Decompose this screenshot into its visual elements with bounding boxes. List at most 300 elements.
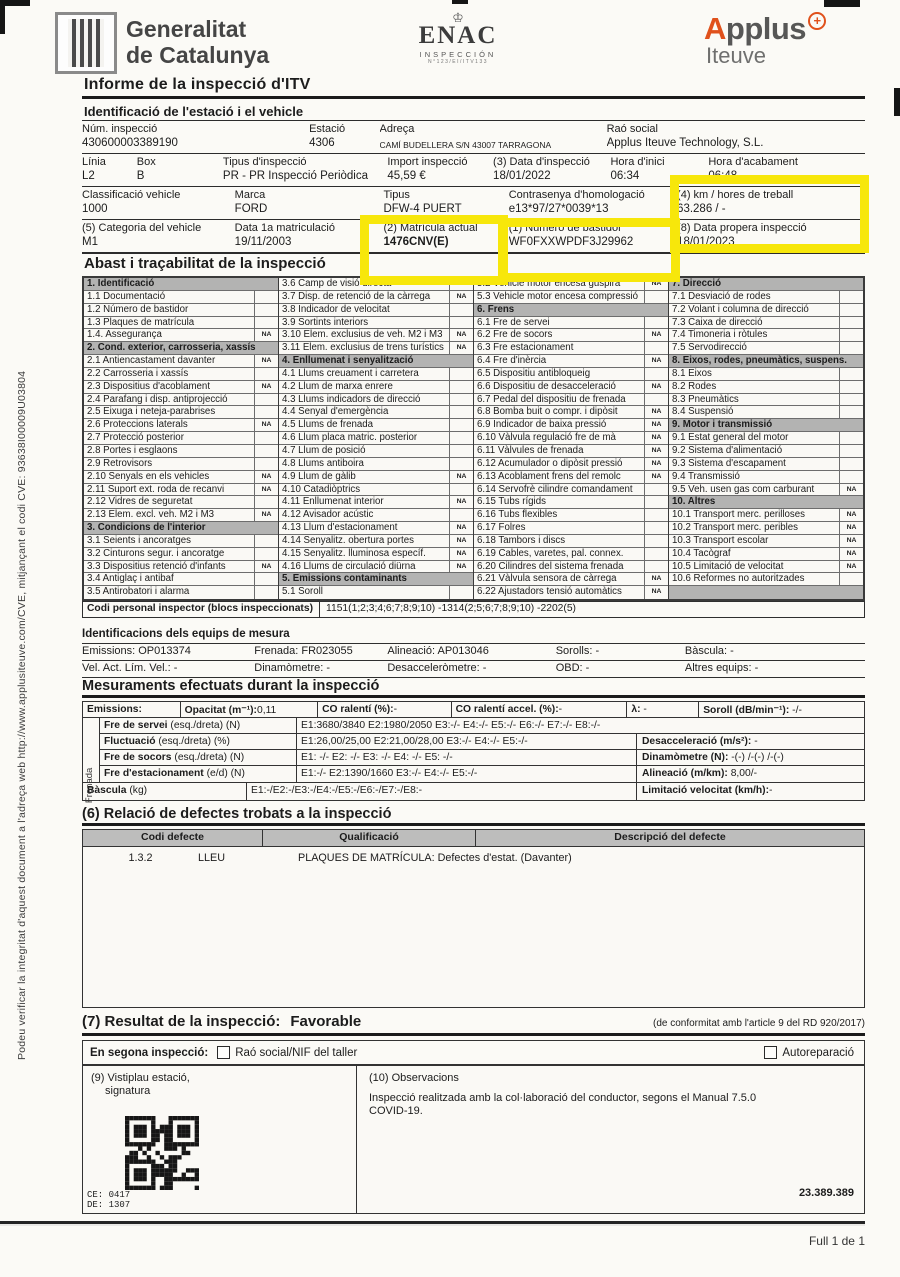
abast-item-label: 3.9 Sortints interiors bbox=[282, 316, 369, 328]
abast-na-cell bbox=[839, 573, 863, 585]
abast-item bbox=[84, 329, 278, 342]
brake-right-value: -(-) /-(-) /-(-) bbox=[731, 752, 784, 763]
abast-na-cell: NA bbox=[449, 561, 473, 573]
abast-item bbox=[669, 484, 863, 497]
abast-item-label: 7.3 Caixa de direcció bbox=[672, 316, 763, 328]
abast-item-label: 2.9 Retrovisors bbox=[87, 457, 153, 469]
abast-item-label: 1.1 Documentació bbox=[87, 290, 166, 302]
abast-na-cell: NA bbox=[254, 381, 278, 393]
field-value: FORD bbox=[234, 203, 268, 215]
co-idle-value: - bbox=[393, 704, 398, 715]
abast-item-label: 6. Frens bbox=[477, 303, 515, 315]
abast-na-cell: NA bbox=[644, 586, 668, 599]
equips-row bbox=[82, 661, 865, 678]
abast-item-label: 4. Enllumenat i senyalització bbox=[282, 355, 414, 367]
abast-item-label: 4.1 Llums creuament i carretera bbox=[282, 367, 419, 379]
abast-item bbox=[669, 317, 863, 330]
abast-item bbox=[84, 586, 278, 599]
autoreparacio-checkbox bbox=[764, 1046, 777, 1059]
ident-cell bbox=[509, 222, 677, 252]
abast-section-header bbox=[279, 355, 473, 368]
abast-na-cell: NA bbox=[839, 522, 863, 534]
abast-na-cell bbox=[254, 291, 278, 303]
abast-item bbox=[474, 509, 668, 522]
equip-label: Altres equips: bbox=[684, 662, 755, 674]
abast-item bbox=[84, 458, 278, 471]
abast-na-cell bbox=[449, 368, 473, 380]
abast-item bbox=[474, 471, 668, 484]
result-row bbox=[82, 1013, 865, 1030]
defect-desc-header: Descripció del defecte bbox=[614, 831, 726, 843]
abast-item bbox=[84, 355, 278, 368]
abast-item bbox=[84, 561, 278, 574]
observations-line2: COVID-19. bbox=[369, 1105, 423, 1117]
abast-section-header bbox=[669, 496, 863, 509]
ident-row bbox=[82, 219, 865, 252]
abast-item bbox=[84, 509, 278, 522]
abast-item-label: 10.1 Transport merc. perilloses bbox=[672, 509, 805, 521]
field-label: Box bbox=[136, 156, 156, 168]
abast-item-label: 2.2 Carrosseria i xassís bbox=[87, 367, 189, 379]
abast-item-label: 9.3 Sistema d'escapament bbox=[672, 457, 786, 469]
abast-na-cell bbox=[449, 445, 473, 457]
abast-na-cell bbox=[254, 586, 278, 599]
abast-na-cell bbox=[644, 561, 668, 573]
abast-na-cell: NA bbox=[449, 548, 473, 560]
bascula-label bbox=[83, 783, 247, 800]
field-label: (2) Matrícula actual bbox=[383, 222, 478, 234]
defects-section-title: (6) Relació de defectes trobats a la inspecció bbox=[82, 806, 392, 822]
gencat-line2: de Catalunya bbox=[126, 42, 270, 68]
defects-header-row bbox=[83, 830, 864, 847]
abast-section-header bbox=[84, 278, 278, 291]
abast-na-cell bbox=[449, 484, 473, 496]
approval-left bbox=[83, 1066, 357, 1213]
abast-na-cell bbox=[254, 445, 278, 457]
abast-item bbox=[84, 317, 278, 330]
title-rule bbox=[82, 96, 865, 99]
cve-verification-note: Podeu verificar la integritat d'aquest document a l'adreça web http://www.applusiteuve.com/CVE, mitjançant el codi CVE: 93638I00009U03804 bbox=[16, 370, 28, 1060]
abast-na-cell bbox=[644, 342, 668, 354]
equip-value: - bbox=[482, 662, 487, 674]
defect-code: 1.3.2 bbox=[128, 852, 153, 864]
ident-cell bbox=[708, 156, 865, 186]
abast-item bbox=[84, 304, 278, 317]
abast-item-label: 2.1 Antiencastament davanter bbox=[87, 355, 216, 367]
abast-item-label: 4.2 Llum de marxa enrere bbox=[282, 380, 393, 392]
brake-unit: (e/d) (N) bbox=[206, 768, 245, 779]
equip-value: - bbox=[173, 662, 178, 674]
abast-na-cell: NA bbox=[839, 561, 863, 573]
abast-item-label: 6.22 Ajustadors tensió automàtics bbox=[477, 586, 622, 598]
equips-cell bbox=[387, 645, 555, 660]
abast-na-cell bbox=[644, 509, 668, 521]
abast-item bbox=[669, 368, 863, 381]
scan-artifact bbox=[824, 0, 860, 7]
defect-description: PLAQUES DE MATRÍCULA: Defectes d'estat. (Davanter) bbox=[298, 852, 572, 864]
abast-na-cell bbox=[254, 432, 278, 444]
abast-item-label: 10.4 Tacògraf bbox=[672, 547, 731, 559]
equips-cell bbox=[556, 662, 685, 677]
abast-na-cell bbox=[839, 394, 863, 406]
abast-item-label: 6.13 Acoblament frens del remolc bbox=[477, 470, 621, 482]
brake-row bbox=[100, 734, 864, 750]
abast-na-cell bbox=[254, 406, 278, 418]
abast-item-label: 5.2 Vehicle motor encesa guspira bbox=[477, 278, 621, 289]
gencat-stripes-icon bbox=[68, 19, 104, 67]
abast-item bbox=[474, 522, 668, 535]
brake-side-label bbox=[83, 718, 100, 804]
abast-item bbox=[474, 496, 668, 509]
ce-de-codes bbox=[87, 1190, 130, 1210]
brake-unit: (esq./dreta) (%) bbox=[158, 736, 230, 747]
abast-na-cell: NA bbox=[449, 496, 473, 508]
abast-item-label: 3.1 Seients i ancoratges bbox=[87, 534, 191, 546]
field-label: (5) Categoria del vehicle bbox=[82, 222, 202, 234]
equip-value: - bbox=[730, 645, 734, 657]
abast-item bbox=[84, 381, 278, 394]
applus-a: A bbox=[704, 11, 726, 46]
ident-row bbox=[82, 186, 865, 219]
field-value: 1000 bbox=[82, 203, 108, 215]
document-number: 23.389.389 bbox=[798, 1187, 854, 1199]
lambda-cell bbox=[627, 702, 699, 717]
abast-item-label: 6.1 Fre de servei bbox=[477, 316, 550, 328]
abast-item-label: 1.3 Plaques de matrícula bbox=[87, 316, 195, 328]
abast-item bbox=[84, 484, 278, 497]
abast-item-label: 4.7 Llum de posició bbox=[282, 444, 366, 456]
field-label: (1) Número de bastidor bbox=[508, 222, 622, 234]
abast-item-label: 3.11 Elem. exclusius de trens turístics bbox=[282, 342, 444, 354]
defect-code-header: Codi defecte bbox=[83, 830, 263, 846]
abast-item bbox=[84, 432, 278, 445]
abast-item-label: 2.8 Portes i esglaons bbox=[87, 444, 178, 456]
equip-value: - bbox=[754, 662, 759, 674]
noise-value: -/- bbox=[792, 705, 802, 716]
abast-na-cell bbox=[839, 445, 863, 457]
abast-item-label: 9.1 Estat general del motor bbox=[672, 432, 789, 444]
brake-unit: (esq./dreta) (N) bbox=[170, 720, 241, 731]
abast-item bbox=[279, 522, 473, 535]
brake-values: E1:-/- E2:1390/1660 E3:-/- E4:-/- E5:-/- bbox=[301, 768, 478, 779]
abast-item-label: 5. Emissions contaminants bbox=[282, 573, 407, 585]
abast-item-label: 3.8 Indicador de velocitat bbox=[282, 303, 390, 315]
abast-na-cell bbox=[644, 522, 668, 534]
field-label: Contrasenya d'homologació bbox=[508, 189, 645, 201]
abast-item bbox=[474, 329, 668, 342]
abast-table bbox=[82, 276, 865, 601]
abast-item-label: 6.5 Dispositiu antibloqueig bbox=[477, 367, 591, 379]
abast-item bbox=[84, 291, 278, 304]
abast-item bbox=[474, 548, 668, 561]
abast-na-cell: NA bbox=[644, 278, 668, 290]
abast-item-label: 7.4 Timoneria i ròtules bbox=[672, 329, 768, 341]
ident-cell bbox=[82, 156, 137, 186]
abast-column bbox=[474, 278, 669, 599]
abast-na-cell: NA bbox=[254, 419, 278, 431]
abast-na-cell bbox=[449, 381, 473, 393]
observations-line1: Inspecció realitzada amb la col·laboració del conductor, segons el Manual 7.5.0 bbox=[369, 1092, 757, 1104]
equips-cell bbox=[82, 662, 254, 677]
brake-right-label: Dinamòmetre (N): bbox=[642, 752, 732, 763]
result-rule bbox=[82, 1033, 865, 1036]
abast-item bbox=[474, 419, 668, 432]
abast-item bbox=[279, 368, 473, 381]
lambda-value: - bbox=[643, 704, 647, 715]
abast-item-label bbox=[669, 586, 863, 599]
abast-item bbox=[474, 394, 668, 407]
equips-row bbox=[82, 644, 865, 661]
ident-cell bbox=[82, 123, 309, 153]
field-label: (8) Data propera inspecció bbox=[677, 222, 807, 234]
abast-na-cell bbox=[839, 342, 863, 354]
abast-item-label: 2.11 Suport ext. roda de recanvi bbox=[87, 483, 225, 495]
abast-item-label: 1. Identificació bbox=[87, 278, 155, 289]
abast-na-cell bbox=[644, 535, 668, 547]
result-title: (7) Resultat de la inspecció: bbox=[82, 1013, 281, 1030]
noise-cell bbox=[699, 702, 864, 717]
inspector-code-label: Codi personal inspector (blocs inspeccionats) bbox=[82, 601, 320, 618]
gencat-line1: Generalitat bbox=[126, 16, 247, 42]
abast-item bbox=[669, 291, 863, 304]
abast-item-label: 3.7 Disp. de retenció de la càrrega bbox=[282, 290, 431, 302]
field-label: Estació bbox=[309, 123, 346, 135]
brake-name: Fre de servei bbox=[104, 720, 171, 731]
brake-row bbox=[100, 766, 864, 782]
abast-item bbox=[279, 561, 473, 574]
equip-value: FR023055 bbox=[301, 645, 353, 657]
co-idle-cell bbox=[318, 702, 452, 717]
abast-na-cell bbox=[254, 458, 278, 470]
field-value: L2 bbox=[82, 170, 95, 182]
abast-item-label: 6.6 Dispositiu de desacceleració bbox=[477, 380, 616, 392]
abast-section-header bbox=[669, 278, 863, 291]
defect-grade: LLEU bbox=[198, 852, 226, 864]
brake-right-cell bbox=[636, 750, 864, 765]
abast-na-cell: NA bbox=[254, 484, 278, 496]
abast-item-label: 2.13 Elem. excl. veh. M2 i M3 bbox=[87, 509, 215, 521]
opacity-value: 0,11 bbox=[257, 705, 277, 716]
field-value: 18/01/2023 bbox=[677, 236, 735, 248]
abast-item-label: 2.4 Parafang i disp. antiprojecció bbox=[87, 393, 228, 405]
abast-na-cell bbox=[839, 406, 863, 418]
abast-item-label: 8.4 Suspensió bbox=[672, 406, 734, 418]
result-value: Favorable bbox=[290, 1013, 362, 1030]
abast-na-cell: NA bbox=[254, 329, 278, 341]
abast-item bbox=[279, 342, 473, 355]
equip-value: - bbox=[595, 645, 600, 657]
abast-na-cell: NA bbox=[644, 419, 668, 431]
abast-item bbox=[474, 535, 668, 548]
abast-item-label: 2.7 Protecció posterior bbox=[87, 432, 184, 444]
field-label: Import inspecció bbox=[387, 156, 468, 168]
field-value: DFW-4 PUERT bbox=[383, 203, 462, 215]
equips-cell bbox=[82, 645, 254, 660]
abast-item-label: 3.3 Dispositius retenció d'infants bbox=[87, 560, 226, 572]
field-value: WF0FXXWPDF3J29962 bbox=[508, 236, 634, 248]
equip-label: Desacceleròmetre: bbox=[387, 662, 483, 674]
abast-section-header bbox=[474, 304, 668, 317]
abast-na-cell bbox=[254, 535, 278, 547]
brake-right-label: Alineació (m/km): bbox=[642, 768, 731, 779]
ident-cell bbox=[82, 222, 235, 252]
abast-item bbox=[279, 278, 473, 291]
field-value: Applus Iteuve Technology, S.L. bbox=[606, 137, 764, 149]
abast-na-cell bbox=[839, 317, 863, 329]
abast-item bbox=[669, 394, 863, 407]
brake-name: Fre de socors bbox=[104, 752, 175, 763]
bascula-name: Bàscula bbox=[87, 785, 127, 796]
field-value: 18/01/2022 bbox=[493, 170, 551, 182]
abast-na-cell bbox=[254, 496, 278, 508]
abast-item-label: 2.10 Senyals en els vehicles bbox=[87, 470, 210, 482]
abast-na-cell: NA bbox=[644, 445, 668, 457]
field-value: 19/11/2003 bbox=[234, 236, 292, 248]
abast-item-label: 8. Eixos, rodes, pneumàtics, suspens. bbox=[672, 355, 847, 367]
abast-item bbox=[474, 368, 668, 381]
equip-label: Frenada: bbox=[254, 645, 302, 657]
abast-na-cell bbox=[449, 458, 473, 470]
abast-na-cell bbox=[839, 471, 863, 483]
abast-na-cell bbox=[839, 381, 863, 393]
abast-item-label: 6.8 Bomba buit o compr. i dipòsit bbox=[477, 406, 618, 418]
co-idle-label: CO ralentí (%): bbox=[322, 704, 394, 715]
abast-na-cell bbox=[449, 317, 473, 329]
emissions-label: Emissions: bbox=[83, 702, 181, 717]
abast-na-cell bbox=[644, 394, 668, 406]
field-label: Data 1a matriculació bbox=[234, 222, 335, 234]
ident-cell bbox=[137, 156, 223, 186]
equips-cell bbox=[685, 645, 865, 660]
abast-item bbox=[669, 432, 863, 445]
field-label: Núm. inspecció bbox=[82, 123, 158, 135]
abast-item bbox=[279, 304, 473, 317]
abast-item-label: 6.11 Vàlvules de frenada bbox=[477, 444, 584, 456]
abast-item-label: 9. Motor i transmissió bbox=[672, 419, 773, 431]
ident-cell bbox=[607, 123, 865, 153]
field-value: PR - PR Inspecció Periòdica bbox=[222, 170, 369, 182]
abast-item bbox=[669, 458, 863, 471]
ident-cell bbox=[235, 189, 384, 219]
abast-item-label: 4.10 Catadiòptrics bbox=[282, 483, 361, 495]
abast-item-label: 6.2 Fre de socors bbox=[477, 329, 553, 341]
abast-item-label: 4.5 Llums de frenada bbox=[282, 419, 374, 431]
equip-label: Bàscula: bbox=[684, 645, 731, 657]
abast-item-label: 2.5 Eixuga i neteja-parabrises bbox=[87, 406, 216, 418]
abast-item-label: 6.7 Pedal del dispositiu de frenada bbox=[477, 393, 626, 405]
gencat-logo-icon bbox=[55, 12, 117, 74]
abast-item bbox=[474, 561, 668, 574]
abast-item-label: 3.6 Camp de visió directa bbox=[282, 278, 392, 289]
abast-na-cell: NA bbox=[254, 509, 278, 521]
field-label: Hora d'inici bbox=[610, 156, 665, 168]
brake-values: E1:26,00/25,00 E2:21,00/28,00 E3:-/- E4:-/- E5:-/- bbox=[301, 736, 528, 747]
inspector-code-value: 1151(1;2;3;4;6;7;8;9;10) -1314(2;5;6;7;8;9;10) -2202(5) bbox=[320, 601, 865, 618]
observations-panel bbox=[357, 1066, 864, 1213]
abast-item-label: 4.11 Enllumenat interior bbox=[282, 496, 384, 508]
abast-item-label: 3.2 Cinturons segur. i ancoratge bbox=[87, 547, 225, 559]
taller-label: Raó social/NIF del taller bbox=[235, 1046, 358, 1059]
ident-cell bbox=[387, 156, 493, 186]
abast-item-label: 5.1 Soroll bbox=[282, 586, 323, 598]
defects-rule bbox=[82, 823, 865, 826]
abast-na-cell: NA bbox=[644, 471, 668, 483]
abast-item bbox=[279, 535, 473, 548]
abast-na-cell: NA bbox=[839, 535, 863, 547]
abast-item-label: 6.10 Vàlvula regulació fre de mà bbox=[477, 432, 616, 444]
abast-na-cell bbox=[839, 304, 863, 316]
abast-item bbox=[669, 573, 863, 586]
abast-na-cell: NA bbox=[644, 355, 668, 367]
brake-row-label bbox=[100, 734, 297, 749]
equip-label: Sorolls: bbox=[555, 645, 596, 657]
defects-table bbox=[82, 829, 865, 1008]
abast-item bbox=[84, 535, 278, 548]
abast-item bbox=[279, 586, 473, 599]
equip-label: Emissions: bbox=[82, 645, 139, 657]
qr-code bbox=[125, 1116, 199, 1190]
field-value: 4306 bbox=[309, 137, 335, 149]
field-value: 06:34 bbox=[610, 170, 640, 182]
equips-cell bbox=[556, 645, 685, 660]
abast-item-label: 10. Altres bbox=[672, 496, 716, 508]
equip-label: Dinamòmetre: bbox=[254, 662, 327, 674]
field-value: CAMÍ BUDELLERA S/N 43007 TARRAGONA bbox=[379, 140, 552, 150]
abast-item-label: 6.19 Cables, varetes, pal. connex. bbox=[477, 547, 624, 559]
abast-item bbox=[669, 329, 863, 342]
abast-item bbox=[279, 432, 473, 445]
enac-crown-icon: ♔ bbox=[452, 10, 464, 25]
abast-na-cell: NA bbox=[449, 329, 473, 341]
abast-item-label: 4.9 Llum de gàlib bbox=[282, 470, 356, 482]
abast-item-label: 6.4 Fre d'inèrcia bbox=[477, 355, 547, 367]
abast-item-label: 10.6 Reformes no autoritzades bbox=[672, 573, 805, 585]
abast-section-header bbox=[669, 355, 863, 368]
abast-section-header bbox=[84, 342, 278, 355]
ident-cell bbox=[493, 156, 610, 186]
abast-na-cell: NA bbox=[644, 573, 668, 585]
co-accel-value: - bbox=[558, 704, 563, 715]
abast-na-cell bbox=[449, 394, 473, 406]
ident-cell bbox=[677, 189, 865, 219]
field-value: 06:48 bbox=[708, 170, 738, 182]
abast-item-label: 6.17 Folres bbox=[477, 522, 526, 534]
brake-name: Fluctuació bbox=[104, 736, 159, 747]
field-label: Raó social bbox=[606, 123, 658, 135]
abast-item bbox=[279, 548, 473, 561]
speed-limit-value: - bbox=[769, 785, 773, 796]
scan-artifact bbox=[0, 0, 5, 34]
applus-logo bbox=[704, 12, 826, 68]
brake-right-value: - bbox=[754, 736, 758, 747]
applus-iteuve: Iteuve bbox=[706, 43, 766, 68]
abast-item-label: 8.2 Rodes bbox=[672, 380, 717, 392]
ident-bottom-rule bbox=[82, 252, 865, 254]
abast-na-cell bbox=[644, 317, 668, 329]
abast-item bbox=[474, 317, 668, 330]
abast-item-label: 3.5 Antirobatori i alarma bbox=[87, 586, 190, 598]
abast-item bbox=[669, 445, 863, 458]
brake-right-value: 8,00/- bbox=[730, 768, 758, 779]
abast-item bbox=[84, 445, 278, 458]
abast-item-label: 6.15 Tubs rígids bbox=[477, 496, 546, 508]
ident-cell bbox=[383, 189, 508, 219]
abast-item-label: 10.2 Transport merc. peribles bbox=[672, 522, 798, 534]
brake-name: Fre d'estacionament bbox=[104, 768, 207, 779]
co-accel-label: CO ralentí accel. (%): bbox=[455, 704, 559, 715]
abast-item bbox=[474, 355, 668, 368]
abast-item bbox=[84, 394, 278, 407]
